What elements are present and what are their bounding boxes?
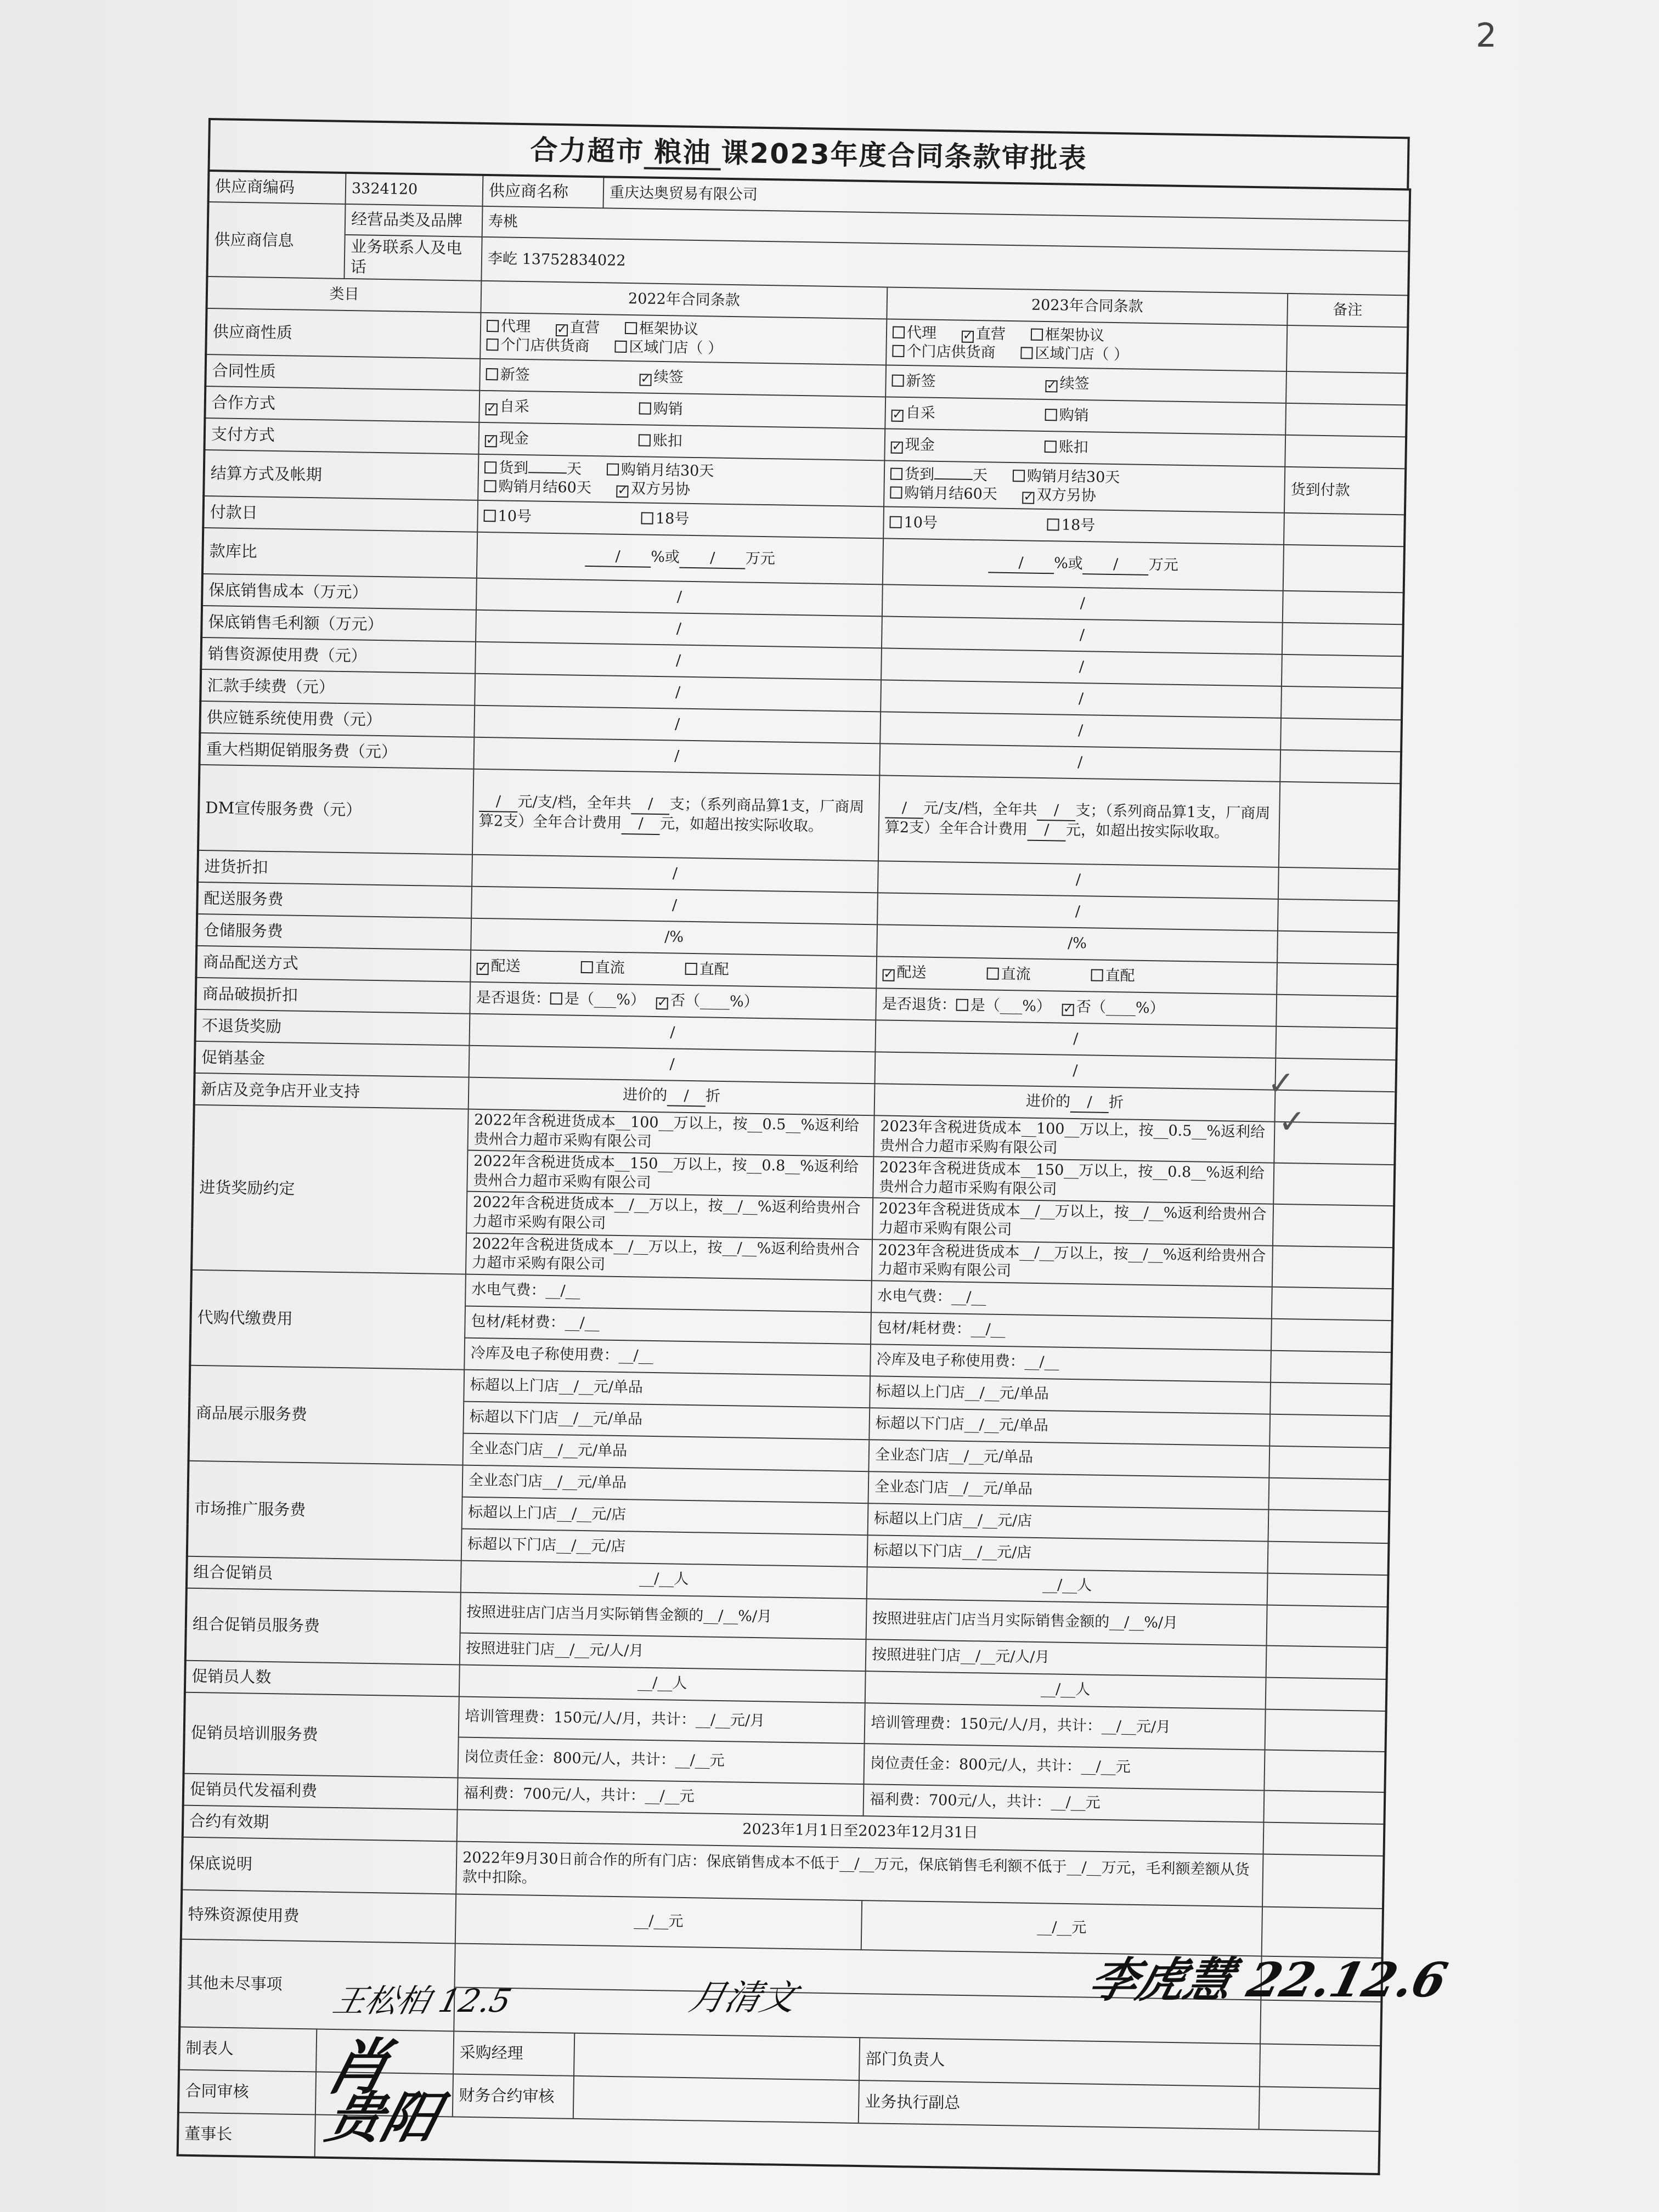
row-label-combo: 组合促销员: [187, 1556, 461, 1592]
row-label-contract: 合同性质: [205, 354, 480, 391]
row-label-payday: 付款日: [203, 496, 478, 532]
row-label-nature: 供应商性质: [206, 308, 481, 359]
row-label-coop: 合作方式: [205, 386, 479, 422]
checked-box: ✓: [1023, 490, 1034, 504]
page-mark: 2: [1476, 16, 1497, 55]
terms-table: 供应商编码 3324120 供应商名称 重庆达奥贸易有限公司 供应商信息 经营品类及品牌 寿桃 业务联系人及电话 李屹 13752834022 类目 2022年合同条款 2023年合同条款 备注 供应商性质 代理 ✓ 直营 框架协议 个门店供货商 区域门店（ ） 代理 ✓ 直营 框架协议 个门店供货商 区域门店（ ） 合同性质 新签 ✓ 续签 新签 ✓ 续签 合作方式 ✓ 自采 购销 ✓ 自采 购销 支付方式 ✓ 现金 账扣 ✓ 现金 账扣 结算方式及帐期 货到 天 购销月结30天 购销月结60天 ✓ 双方另协 货到 天 购销月结30天 购销月结60天 ✓ 双方另协 货到付款 付款日 10号 18号 10号 18号 款库比 / %或 / 万元 / %或 / 万元 保底销售成本（万元） / / 保底销售毛利额（万元） / / 销售资源使用费（元） / / 汇款手续费（元） / / 供应链系统使用费（元） / / 重大档期促销服务费（元） / / DM宣传服务费（元） / 元/支/档，全年共 / 支；（系列商品算1支，厂商周算2支）全年合计费用 / 元，如超出按实际收取。 / 元/支/档，全年共 / 支；（系列商品算1支，厂商周算2支）全年合计费用 / 元，如超出按实际收取。 进货折扣 / / 配送服务费 / / 仓储服务费 /% /% 商品配送方式 ✓ 配送 直流 直配 ✓ 配送 直流 直配 商品破损折扣 是否退货： 是（___%） ✓ 否（____%） 是否退货： 是（___%） ✓ 否（____%） 不退货奖励 / / 促销基金 / / 新店及竞争店开业支持 进价的 / 折 进价的 / 折 进货奖励约定 2022年含税进货成本__100__万以上，按__0.5__%返利给贵州合力超市采购有限公司 2023年含税进货成本__100__万以上，按__0.5__%返利给贵州合力超市采购有限公司 2022年含税进货成本__150__万以上，按__0.8__%返利给贵州合力超市采购有限公司 2023年含税进货成本__150__万以上，按__0.8__%返利给贵州合力超市采购有限公司 2022年含税进货成本__/__万以上，按__/__%返利给贵州合力超市采购有限公司 2023年含税进货成本__/__万以上，按__/__%返利给贵州合力超市采购有限公司 2022年含税进货成本__/__万以上，按__/__%返利给贵州合力超市采购有限公司 2023年含税进货成本__/__万以上，按__/__%返利给贵州合力超市采购有限公司 代购代缴费用 水电气费：__/__ 水电气费：__/__ 包材/耗材费：__/__ 包材/耗材费：__/__ 冷库及电子称使用费：__/__ 冷库及电子称使用费：__/__ 商品展示服务费 标超以上门店__/__元/单品 标超以上门店__/__元/单品 标超以下门店__/__元/单品 标超以下门店__/__元/单品 全业态门店__/__元/单品 全业态门店__/__元/单品 市场推广服务费 全业态门店__/__元/单品 全业态门店__/__元/单品 标超以上门店__/__元/店 标超以上门店__/__元/店 标超以下门店__/__元/店 标超以下门店__/__元/店 组合促销员 __/__人 __/__人 组合促销员服务费 按照进驻店门店当月实际销售金额的__/__%/月 按照进驻店门店当月实际销售金额的__/__%/月 按照进驻门店__/__元/人/月 按照进驻门店__/__元/人/月 促销员人数 __/__人 __/__人 促销员培训服务费 培训管理费：150元/人/月，共计：__/__元/月 培训管理费：150元/人/月，共计：__/__元/月 岗位责任金：800元/人，共计：__/__元 岗位责任金：800元/人，共计：__/__元 促销员代发福利费 福利费：700元/人，共计：__/__元 福利费：700元/人，共计：__/__元 合约有效期 2023年1月1日至2023年12月31日 保底说明 2022年9月30日前合作的所有门店：保底销售成本不低于__/__万元，保底销售毛利额不低于__/__万元，毛利额差额从货款中扣除。 特殊资源使用费 __/__元 __/__元 其他未尽事项 制表人 采购经理 部门负责人 合同审核 财务合约审核 业务执行副总 董事长: [177, 170, 1412, 2175]
checked-box: ✓: [486, 401, 497, 416]
row-label-min-cost: 保底销售成本（万元）: [202, 574, 477, 610]
guarantee-value: 2022年9月30日前合作的所有门店：保底销售成本不低于__/__万元，保底销售毛利额不低于__/__万元，毛利额差额从货款中扣除。: [456, 1841, 1263, 1906]
category-value: 寿桃: [482, 206, 1410, 252]
vendor-name-label: 供应商名称: [483, 175, 604, 208]
sign-vp-label: 业务执行副总: [859, 2080, 1260, 2129]
maker-signature: 王松柏 12.5: [329, 1982, 515, 2019]
reward-2023-1: 2023年含税进货成本__100__万以上，按__0.5__%返利给贵州合力超市采购有限公司: [873, 1116, 1274, 1164]
row-label-agency: 代购代缴费用: [190, 1269, 466, 1369]
check-mark-icon: ✓: [1267, 1064, 1295, 1103]
vendor-code-label: 供应商编码: [208, 171, 346, 204]
checked-box: ✓: [556, 322, 567, 336]
row-label-display: 商品展示服务费: [189, 1365, 465, 1465]
dept-signature: 李虎慧 22.12.6: [1084, 1953, 1453, 2008]
checked-box: ✓: [617, 484, 628, 498]
row-label-damage: 商品破损折扣: [195, 978, 470, 1014]
checked-box: ✓: [1063, 1002, 1074, 1016]
checked-box: ✓: [477, 961, 488, 975]
checked-box: ✓: [640, 372, 651, 386]
row-label-dm: DM宣传服务费（元）: [198, 765, 473, 855]
reward-2022-3: 2022年含税进货成本__/__万以上，按__/__%返利给贵州合力超市采购有限公司: [466, 1192, 873, 1239]
reward-2023-2: 2023年含税进货成本__150__万以上，按__0.8__%返利给贵州合力超市采购有限公司: [873, 1157, 1274, 1205]
row-label-validity: 合约有效期: [183, 1805, 458, 1841]
row-label-no-return: 不退货奖励: [195, 1009, 470, 1046]
row-label-market: 市场推广服务费: [187, 1460, 463, 1560]
checked-box: ✓: [657, 995, 668, 1010]
row-label-special: 特殊资源使用费: [181, 1889, 456, 1943]
buyer-signature: 月清文: [685, 1978, 801, 2018]
row-label-dist-mode: 商品配送方式: [196, 946, 471, 982]
row-label-dist-fee: 配送服务费: [197, 882, 472, 918]
row-label-chain: 供应链系统使用费（元）: [200, 701, 475, 737]
chair-signature: 贵阳: [320, 2085, 446, 2150]
check-mark-icon: ✓: [1278, 1103, 1306, 1141]
header-2022: 2022年合同条款: [481, 281, 887, 319]
vendor-info-label: 供应商信息: [207, 202, 345, 279]
row-label-combo-fee: 组合促销员服务费: [185, 1588, 461, 1664]
contact-label: 业务联系人及电话: [344, 235, 482, 281]
row-label-ratio: 款库比: [202, 528, 477, 578]
sign-audit-label: 合同审核: [178, 2069, 316, 2114]
settle-remark: 货到付款: [1284, 467, 1406, 515]
nature-2022: 代理 ✓ 直营 框架协议 个门店供货商 区域门店（ ）: [480, 313, 887, 365]
row-label-sales-res: 销售资源使用费（元）: [201, 637, 476, 674]
vendor-name: 重庆达奥贸易有限公司: [603, 177, 1410, 221]
sign-dept-label: 部门负责人: [859, 2038, 1260, 2086]
header-item: 类目: [207, 276, 482, 313]
header-remark: 备注: [1287, 294, 1408, 327]
checked-box: ✓: [892, 408, 903, 422]
title-dept: 粮油: [644, 136, 721, 170]
approval-form: [177, 118, 1410, 2175]
reward-2023-4: 2023年含税进货成本__/__万以上，按__/__%返利给贵州合力超市采购有限公司: [872, 1239, 1273, 1287]
header-2023: 2023年合同条款: [887, 287, 1288, 325]
vendor-code: 3324120: [346, 173, 483, 206]
row-label-promoter-count: 促销员人数: [185, 1660, 460, 1696]
row-label-settle: 结算方式及帐期: [204, 450, 478, 500]
row-label-welfare: 促销员代发福利费: [183, 1773, 458, 1809]
reward-2022-1: 2022年含税进货成本__100__万以上，按__0.5__%返利给贵州合力超市采购有限公司: [467, 1109, 874, 1157]
row-label-new-store: 新店及竞争店开业支持: [194, 1073, 469, 1109]
checked-box: ✓: [486, 433, 496, 448]
checked-box: ✓: [1046, 378, 1057, 393]
audit-signature: 肖: [319, 2032, 397, 2102]
checked-box: ✓: [962, 329, 973, 343]
checked-box: ✓: [891, 439, 902, 454]
sign-buyer-label: 采购经理: [453, 2031, 574, 2075]
reward-2022-2: 2022年含税进货成本__150__万以上，按__0.8__%返利给贵州合力超市采购有限公司: [467, 1150, 873, 1198]
reward-2022-4: 2022年含税进货成本__/__万以上，按__/__%返利给贵州合力超市采购有限公司: [466, 1233, 872, 1280]
row-label-remit: 汇款手续费（元）: [200, 669, 475, 706]
row-label-guarantee: 保底说明: [182, 1837, 456, 1894]
row-label-other: 其他未尽事项: [179, 1939, 455, 2031]
row-label-promo: 重大档期促销服务费（元）: [199, 733, 474, 769]
sign-chair-label: 董事长: [178, 2112, 315, 2157]
checked-box: ✓: [883, 967, 894, 981]
row-label-promo-fund: 促销基金: [195, 1041, 470, 1077]
row-label-storage: 仓储服务费: [196, 914, 471, 950]
form-title: 合力超市 粮油 课2023年度合同条款审批表: [208, 118, 1410, 188]
reward-2023-3: 2023年含税进货成本__/__万以上，按__/__%返利给贵州合力超市采购有限公司: [872, 1198, 1273, 1246]
row-label-purchase-reward: 进货奖励约定: [191, 1105, 469, 1274]
row-label-min-margin: 保底销售毛利额（万元）: [201, 606, 476, 642]
nature-2023: 代理 ✓ 直营 框架协议 个门店供货商 区域门店（ ）: [886, 319, 1287, 371]
row-label-train: 促销员培训服务费: [184, 1692, 459, 1778]
category-label: 经营品类及品牌: [345, 204, 483, 237]
contact-value: 李屹 13752834022: [481, 237, 1409, 296]
row-label-pay: 支付方式: [204, 418, 479, 454]
row-label-discount: 进货折扣: [198, 850, 472, 887]
sign-maker-label: 制表人: [179, 2027, 317, 2072]
validity-value: 2023年1月1日至2023年12月31日: [457, 1809, 1264, 1854]
sign-finance-label: 财务合约审核: [453, 2074, 574, 2118]
